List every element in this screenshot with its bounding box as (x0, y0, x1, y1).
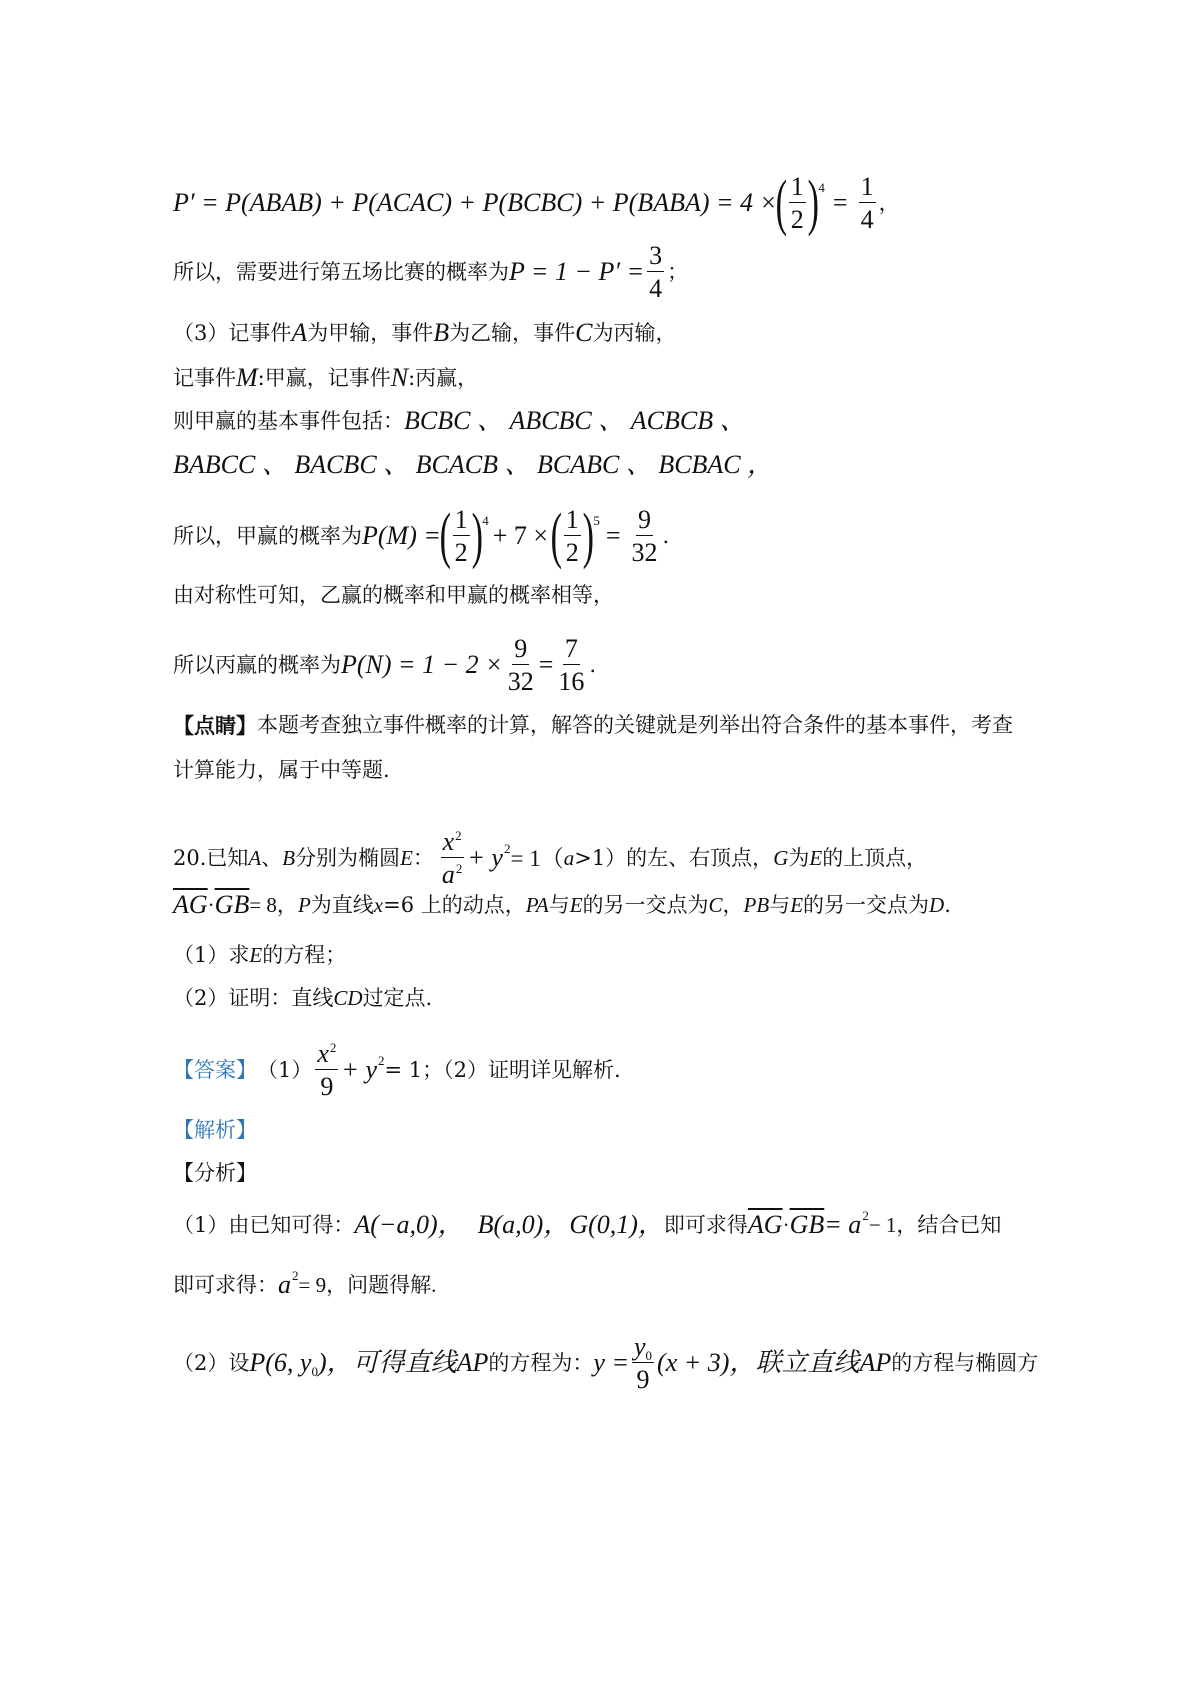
formula-p-prime (173, 169, 900, 237)
subquestion-1: （1）求 E 的方程； (173, 943, 347, 967)
equals: = (832, 188, 848, 217)
fraction-half: $\frac{1}{2}$ (790, 171, 804, 234)
analysis-step-1-cont: 即可求得： a 2 = 9，问题得解. (173, 1267, 437, 1299)
analysis-label: 【解析】 (173, 1118, 257, 1142)
formula-lhs: P′ = P(ABAB) + P(ACAC) + P(BCBC) + P(BABA) = 4 × (173, 188, 778, 217)
left-paren: ( (775, 169, 788, 237)
event-definitions: （3）记事件 A 为甲输，事件 B 为乙输，事件 C 为丙输， (173, 318, 677, 347)
analysis-step-1: （1）由已知可得： A(−a,0)， B(a,0)， G(0,1)， 即可求得 $\overline{AG}$ · $\overline{GB}$ = a 2 − 1，结合已知 (173, 1207, 1002, 1239)
event-mn: 记事件 M :甲赢，记事件 N :丙赢， (173, 363, 479, 392)
answer: 【答案】 （1） $\frac{x^2}{9}$ + y 2 = 1；（2）证明详见解析. (173, 1039, 621, 1102)
fifth-game-probability (173, 242, 688, 303)
semicolon: ； (667, 259, 689, 284)
basic-events-line2: BABCC 、 BACBC 、 BCACB 、 BCABC 、 BCBAC ， (173, 450, 774, 479)
fenxi-label: 【分析】 (173, 1161, 257, 1185)
prob-jia-wins: 所以，甲赢的概率为 P(M) = ( $\frac{1}{2}$ ) 4 + 7 × ( $\frac{1}{2}$ ) 5 = $\frac{9}{32}$ . (173, 502, 670, 570)
answer-label: 【答案】 (173, 1057, 257, 1082)
basic-events-line1: 则甲赢的基本事件包括： BCBC 、 ABCBC 、 ACBCB 、 (173, 406, 746, 435)
exponent: 4 (818, 179, 825, 195)
question-20-cont: $\overline{AG}$ · $\overline{GB}$ = 8， P 为直线 x =6 上的动点， PA 与 E 的另一交点为 C ， PB 与 E 的另一交点为 D . (173, 890, 951, 919)
comma: ， (878, 190, 900, 215)
analysis-step-2: （2）设 P(6, y 0 )，可得直线 AP 的方程为： y = $\frac{y0}{9}$ (x + 3)，联立直线 AP 的方程与椭圆方 (173, 1332, 1039, 1395)
subquestion-2: （2）证明：直线 CD 过定点. (173, 986, 433, 1010)
symmetry-note: 由对称性可知，乙赢的概率和甲赢的概率相等， (173, 583, 614, 607)
right-paren: ) (807, 169, 819, 237)
key-point-label: 【点睛】 (173, 713, 257, 738)
key-point: 【点睛】 本题考查独立事件概率的计算，解答的关键就是列举出符合条件的基本事件，考查 (173, 713, 1013, 738)
question-20: 20.已知 A 、 B 分别为椭圆 E ： $\frac{x^2}{a^2}$ + y 2 = 1（ a >1）的左、右顶点， G 为 E 的上顶点， (173, 827, 928, 890)
fraction: $\frac{3}{4}$ (649, 241, 663, 304)
key-point-cont: 计算能力，属于中等题. (173, 758, 390, 782)
fraction-quarter: $\frac{1}{4}$ (860, 171, 874, 234)
prob-bing-wins: 所以丙赢的概率为 P(N) = 1 − 2 × $\frac{9}{32}$ = $\frac{7}{16}$ . (173, 634, 597, 697)
text: 所以，需要进行第五场比赛的概率为 (173, 259, 509, 284)
formula: P = 1 − P′ = (509, 257, 645, 287)
